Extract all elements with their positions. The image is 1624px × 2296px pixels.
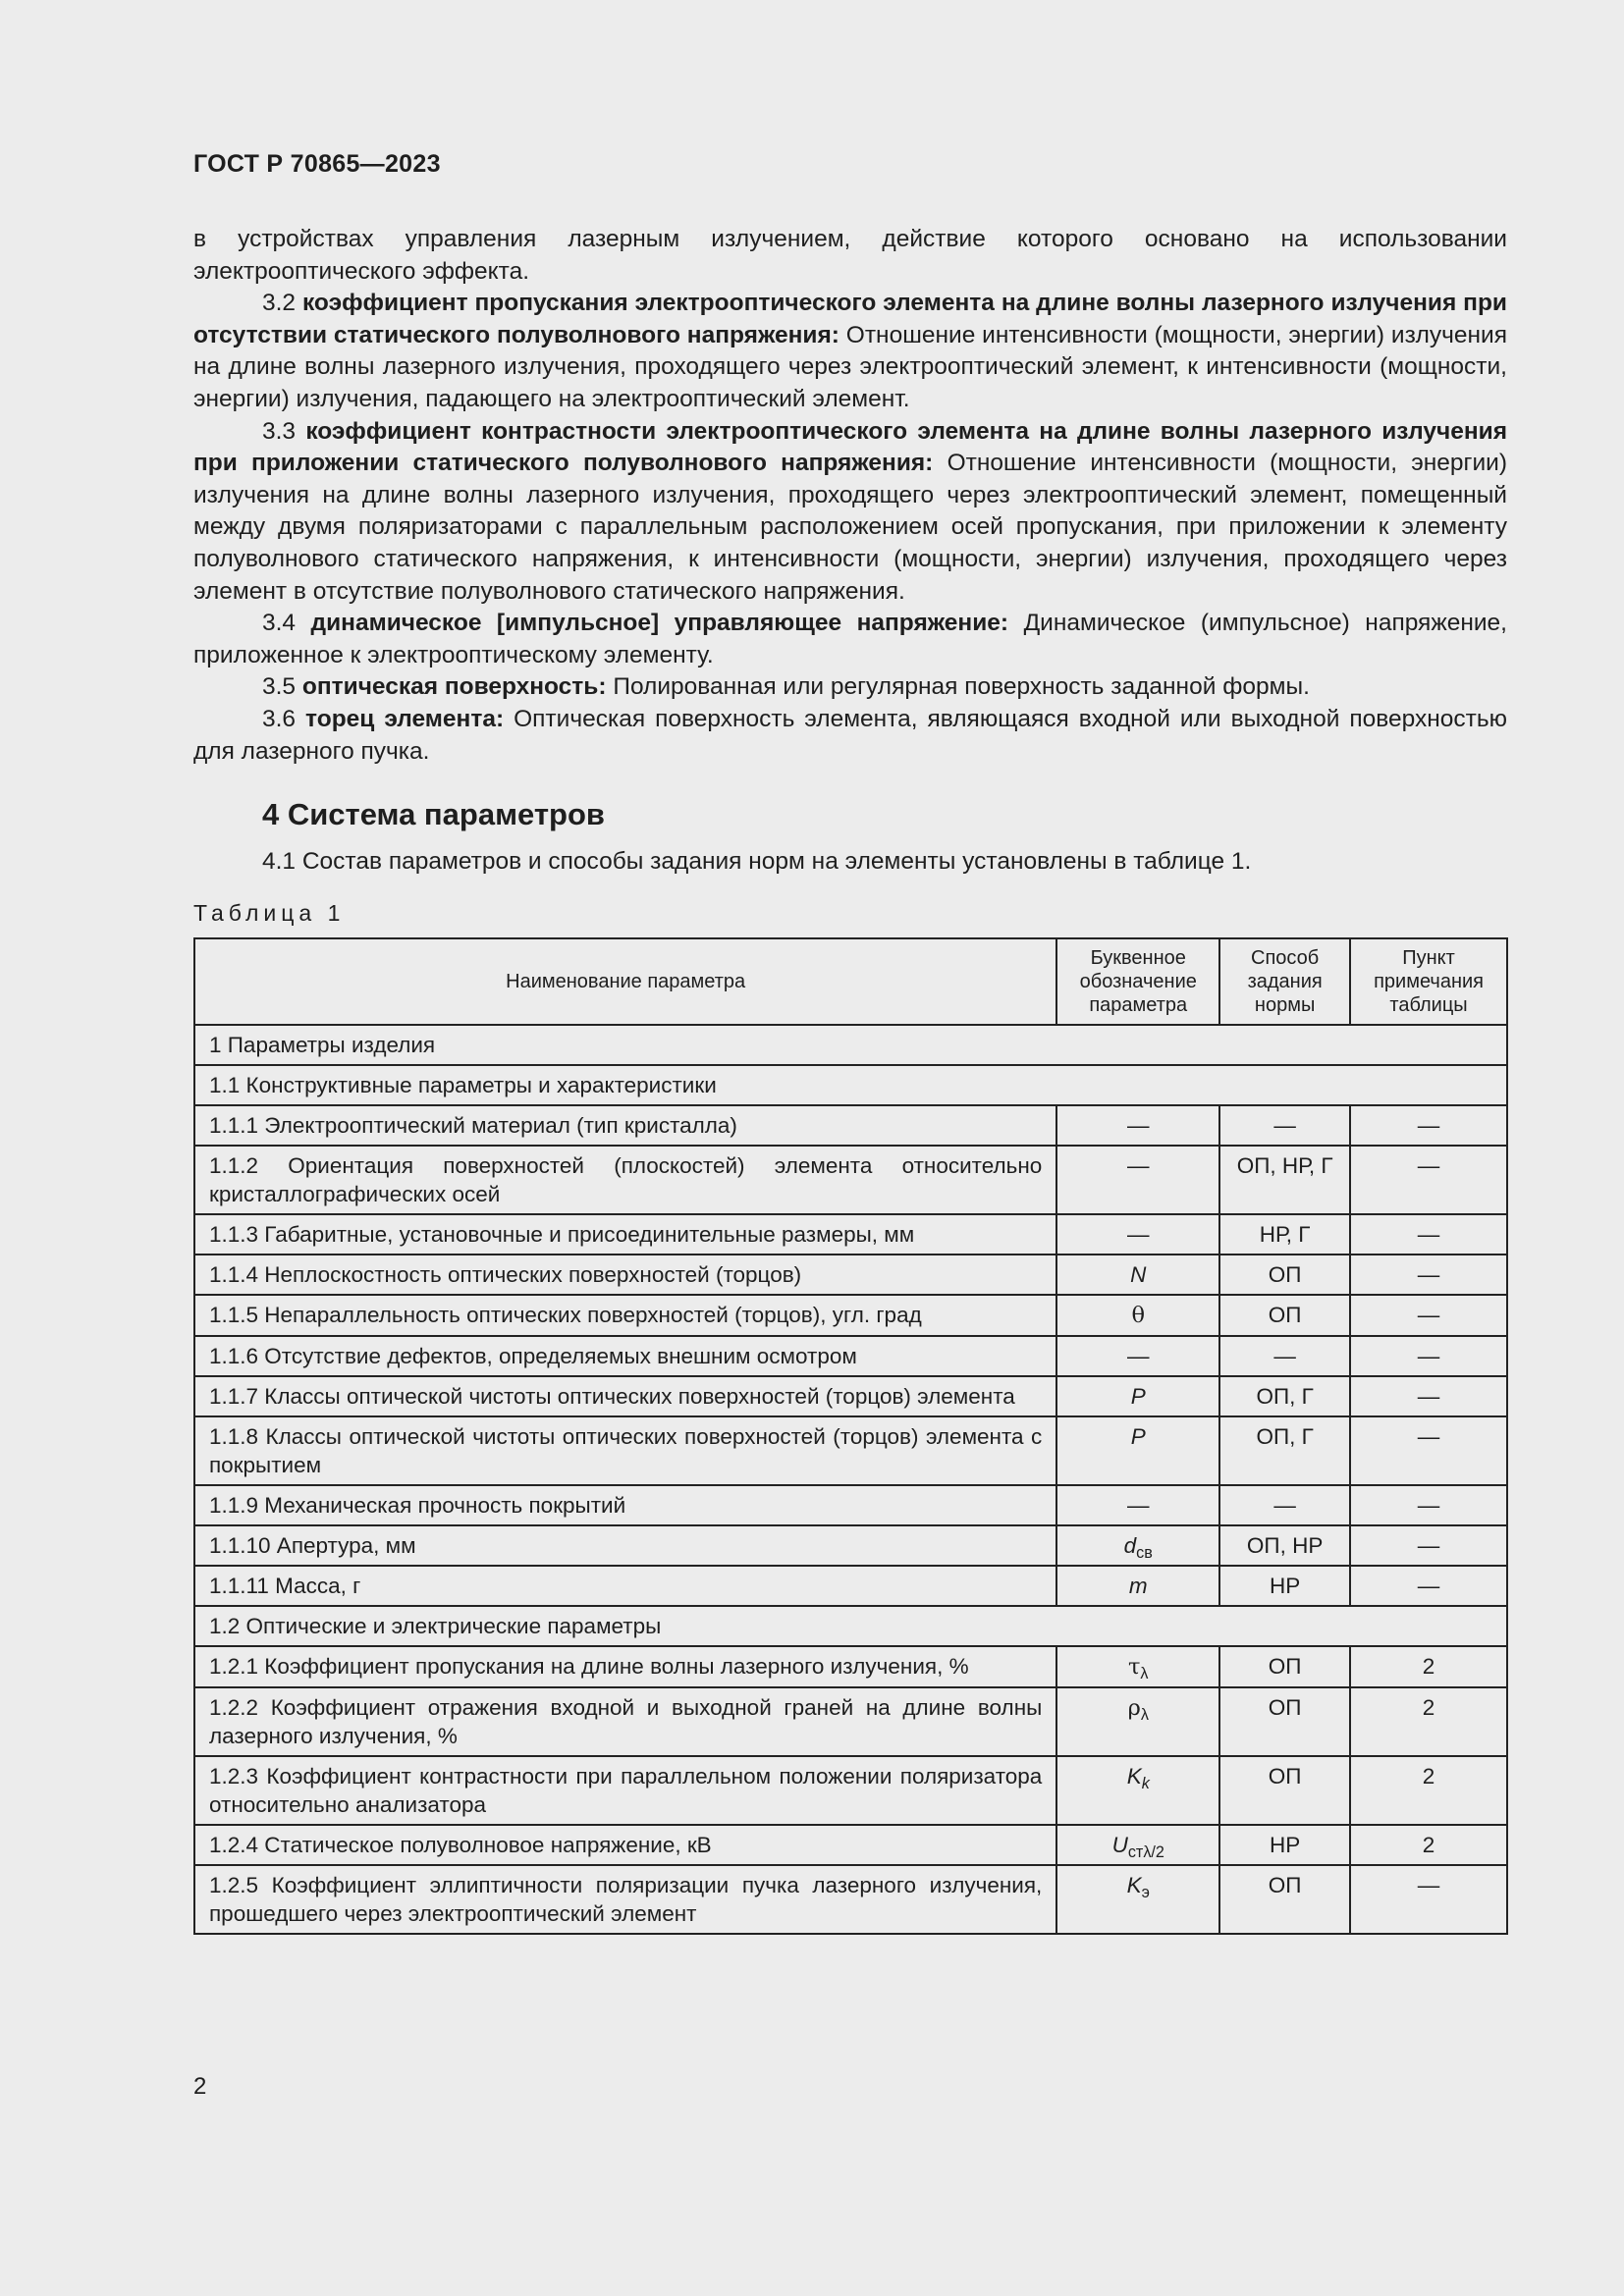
param-symbol-cell: m (1056, 1566, 1219, 1606)
param-note-cell: — (1350, 1376, 1507, 1416)
definition-text: Отношение интенсивности (мощности, энергии) излучения на длине волны лазерного излучения, проходящего через электрооптический элемент, помещенный между двумя поляризаторами с параллельным расположением осей пропускания, при приложении к элементу полуволнового статического напряжения, к интенсивности (мощности, энергии) излучения, проходящего через элемент в отсутствие полуволнового статического напряжения. (193, 450, 1507, 605)
definition-3-2 (193, 288, 1507, 415)
param-method-cell: ОП (1219, 1646, 1350, 1687)
definition-number: 3.6 (262, 705, 297, 732)
table-row (194, 1214, 1507, 1255)
definition-text: Оптическая поверхность элемента, являющаяся входной или выходной поверхностью для лазерного пучка. (193, 705, 1507, 765)
param-note-cell: — (1350, 1146, 1507, 1214)
param-method-cell: НР (1219, 1825, 1350, 1865)
param-name-cell: 1.1.10 Апертура, мм (194, 1525, 1056, 1566)
param-name-cell: 1.1.1 Электрооптический материал (тип кристалла) (194, 1105, 1056, 1146)
table-caption: Таблица 1 (193, 899, 346, 926)
param-method-cell: ОП (1219, 1687, 1350, 1756)
param-note-cell: — (1350, 1485, 1507, 1525)
table-header-row (194, 938, 1507, 1025)
definition-term: торец элемента: (305, 705, 505, 732)
param-symbol-cell: $\tau_\lambda$ (1056, 1646, 1219, 1687)
param-method-cell: НР (1219, 1566, 1350, 1606)
parameters-table (193, 937, 1508, 1935)
param-name-cell: 1.2.5 Коэффициент эллиптичности поляризации пучка лазерного излучения, прошедшего через электрооптический элемент (194, 1865, 1056, 1934)
param-method-cell: ОП, Г (1219, 1416, 1350, 1485)
param-name-cell: 1.2.1 Коэффициент пропускания на длине волны лазерного излучения, % (194, 1646, 1056, 1687)
param-name-cell: 1.1.9 Механическая прочность покрытий (194, 1485, 1056, 1525)
param-note-cell: 2 (1350, 1687, 1507, 1756)
table-row (194, 1146, 1507, 1214)
param-name-cell: 1.1.3 Габаритные, установочные и присоединительные размеры, мм (194, 1214, 1056, 1255)
param-note-cell: — (1350, 1566, 1507, 1606)
page-number: 2 (193, 2073, 207, 2100)
param-symbol-cell: — (1056, 1336, 1219, 1376)
section-paragraph: 4.1 Состав параметров и способы задания норм на элементы установлены в таблице 1. (262, 848, 1252, 876)
param-name-cell: 1.1.5 Непараллельность оптических поверхностей (торцов), угл. град (194, 1295, 1056, 1336)
table-row (194, 1566, 1507, 1606)
param-note-cell: — (1350, 1865, 1507, 1934)
definition-3-3 (193, 416, 1507, 609)
definition-3-6 (193, 704, 1507, 768)
param-method-cell: ОП, НР (1219, 1525, 1350, 1566)
table-row (194, 1756, 1507, 1825)
param-name-cell: 1.1.6 Отсутствие дефектов, определяемых внешним осмотром (194, 1336, 1056, 1376)
param-note-cell: 2 (1350, 1646, 1507, 1687)
table-row (194, 1336, 1507, 1376)
definition-3-5 (193, 671, 1507, 704)
param-symbol-cell: P (1056, 1416, 1219, 1485)
table-row (194, 1687, 1507, 1756)
param-name-cell: 1.2.3 Коэффициент контрастности при параллельном положении поляризатора относительно анализатора (194, 1756, 1056, 1825)
header-symbol: Буквенное обозначение параметра (1056, 938, 1219, 1025)
section-cell: 1.2 Оптические и электрические параметры (194, 1606, 1507, 1646)
param-name-cell: 1.1.8 Классы оптической чистоты оптических поверхностей (торцов) элемента с покрытием (194, 1416, 1056, 1485)
param-symbol-cell: $K_э$ (1056, 1865, 1219, 1934)
param-name-cell: 1.1.4 Неплоскостность оптических поверхностей (торцов) (194, 1255, 1056, 1295)
param-method-cell: — (1219, 1336, 1350, 1376)
param-method-cell: ОП (1219, 1295, 1350, 1336)
param-name-cell: 1.1.2 Ориентация поверхностей (плоскостей) элемента относительно кристаллографических осей (194, 1146, 1056, 1214)
table-section-row (194, 1065, 1507, 1105)
definition-text: Полированная или регулярная поверхность заданной формы. (613, 673, 1310, 701)
param-note-cell: — (1350, 1255, 1507, 1295)
document-body (193, 224, 1507, 1935)
document-header: ГОСТ Р 70865—2023 (193, 150, 441, 178)
param-method-cell: ОП (1219, 1756, 1350, 1825)
param-name-cell: 1.2.4 Статическое полуволновое напряжение, кВ (194, 1825, 1056, 1865)
param-symbol-cell: θ (1056, 1295, 1219, 1336)
param-note-cell: — (1350, 1525, 1507, 1566)
header-note: Пункт примечания таблицы (1350, 938, 1507, 1025)
param-note-cell: 2 (1350, 1756, 1507, 1825)
param-symbol-cell: P (1056, 1376, 1219, 1416)
section-cell: 1.1 Конструктивные параметры и характеристики (194, 1065, 1507, 1105)
param-symbol-cell: N (1056, 1255, 1219, 1295)
definition-3-4 (193, 608, 1507, 671)
param-note-cell: — (1350, 1214, 1507, 1255)
param-method-cell: ОП (1219, 1865, 1350, 1934)
definition-term: оптическая поверхность: (301, 673, 607, 701)
table-row (194, 1376, 1507, 1416)
table-row (194, 1485, 1507, 1525)
param-note-cell: — (1350, 1105, 1507, 1146)
table-row (194, 1646, 1507, 1687)
definition-term: коэффициент пропускания электрооптического элемента на длине волны лазерного излучения при отсутствии статического полуволнового напряжения: (193, 290, 1507, 348)
table-row (194, 1105, 1507, 1146)
param-method-cell: ОП, Г (1219, 1376, 1350, 1416)
definition-term: коэффициент контрастности электрооптического элемента на длине волны лазерного излучения при приложении статического полуволнового напряжения: (193, 417, 1507, 477)
param-note-cell: 2 (1350, 1825, 1507, 1865)
param-symbol-cell: $K_k$ (1056, 1756, 1219, 1825)
table-row (194, 1295, 1507, 1336)
param-method-cell: ОП, НР, Г (1219, 1146, 1350, 1214)
param-symbol-cell: — (1056, 1146, 1219, 1214)
definition-number: 3.5 (262, 673, 297, 701)
param-note-cell: — (1350, 1295, 1507, 1336)
definition-term: динамическое [импульсное] управляющее напряжение: (310, 610, 1009, 637)
definition-number: 3.4 (262, 610, 297, 637)
param-method-cell: НР, Г (1219, 1214, 1350, 1255)
header-method: Способ задания нормы (1219, 938, 1350, 1025)
param-symbol-cell: — (1056, 1214, 1219, 1255)
section-title: 4 Система параметров (262, 797, 605, 832)
param-name-cell: 1.1.7 Классы оптической чистоты оптических поверхностей (торцов) элемента (194, 1376, 1056, 1416)
paragraph-continuation: в устройствах управления лазерным излучением, действие которого основано на использовании электрооптического эффекта. (193, 226, 1507, 285)
definition-text: Динамическое (импульсное) напряжение, приложенное к электрооптическому элементу. (193, 610, 1507, 668)
table-row (194, 1865, 1507, 1934)
param-name-cell: 1.2.2 Коэффициент отражения входной и выходной граней на длине волны лазерного излучения, % (194, 1687, 1056, 1756)
table-section-row (194, 1606, 1507, 1646)
param-symbol-cell: — (1056, 1485, 1219, 1525)
param-note-cell: — (1350, 1416, 1507, 1485)
param-symbol-cell: $\rho_\lambda$ (1056, 1687, 1219, 1756)
param-method-cell: — (1219, 1485, 1350, 1525)
table-row (194, 1525, 1507, 1566)
table-row (194, 1255, 1507, 1295)
param-symbol-cell: — (1056, 1105, 1219, 1146)
definition-number: 3.2 (262, 290, 297, 317)
param-symbol-cell: $d_{св}$ (1056, 1525, 1219, 1566)
param-note-cell: — (1350, 1336, 1507, 1376)
header-name: Наименование параметра (194, 938, 1056, 1025)
param-method-cell: ОП (1219, 1255, 1350, 1295)
param-method-cell: — (1219, 1105, 1350, 1146)
definition-number: 3.3 (262, 417, 297, 445)
param-symbol-cell: $U_{ст\lambda/2}$ (1056, 1825, 1219, 1865)
table-section-row (194, 1025, 1507, 1065)
definition-text: Отношение интенсивности (мощности, энергии) излучения на длине волны лазерного излучения, проходящего через электрооптический элемент, к интенсивности (мощности, энергии) излучения, падающего на электрооптический элемент. (193, 321, 1507, 412)
section-cell: 1 Параметры изделия (194, 1025, 1507, 1065)
table-row (194, 1416, 1507, 1485)
param-name-cell: 1.1.11 Масса, г (194, 1566, 1056, 1606)
table-row (194, 1825, 1507, 1865)
